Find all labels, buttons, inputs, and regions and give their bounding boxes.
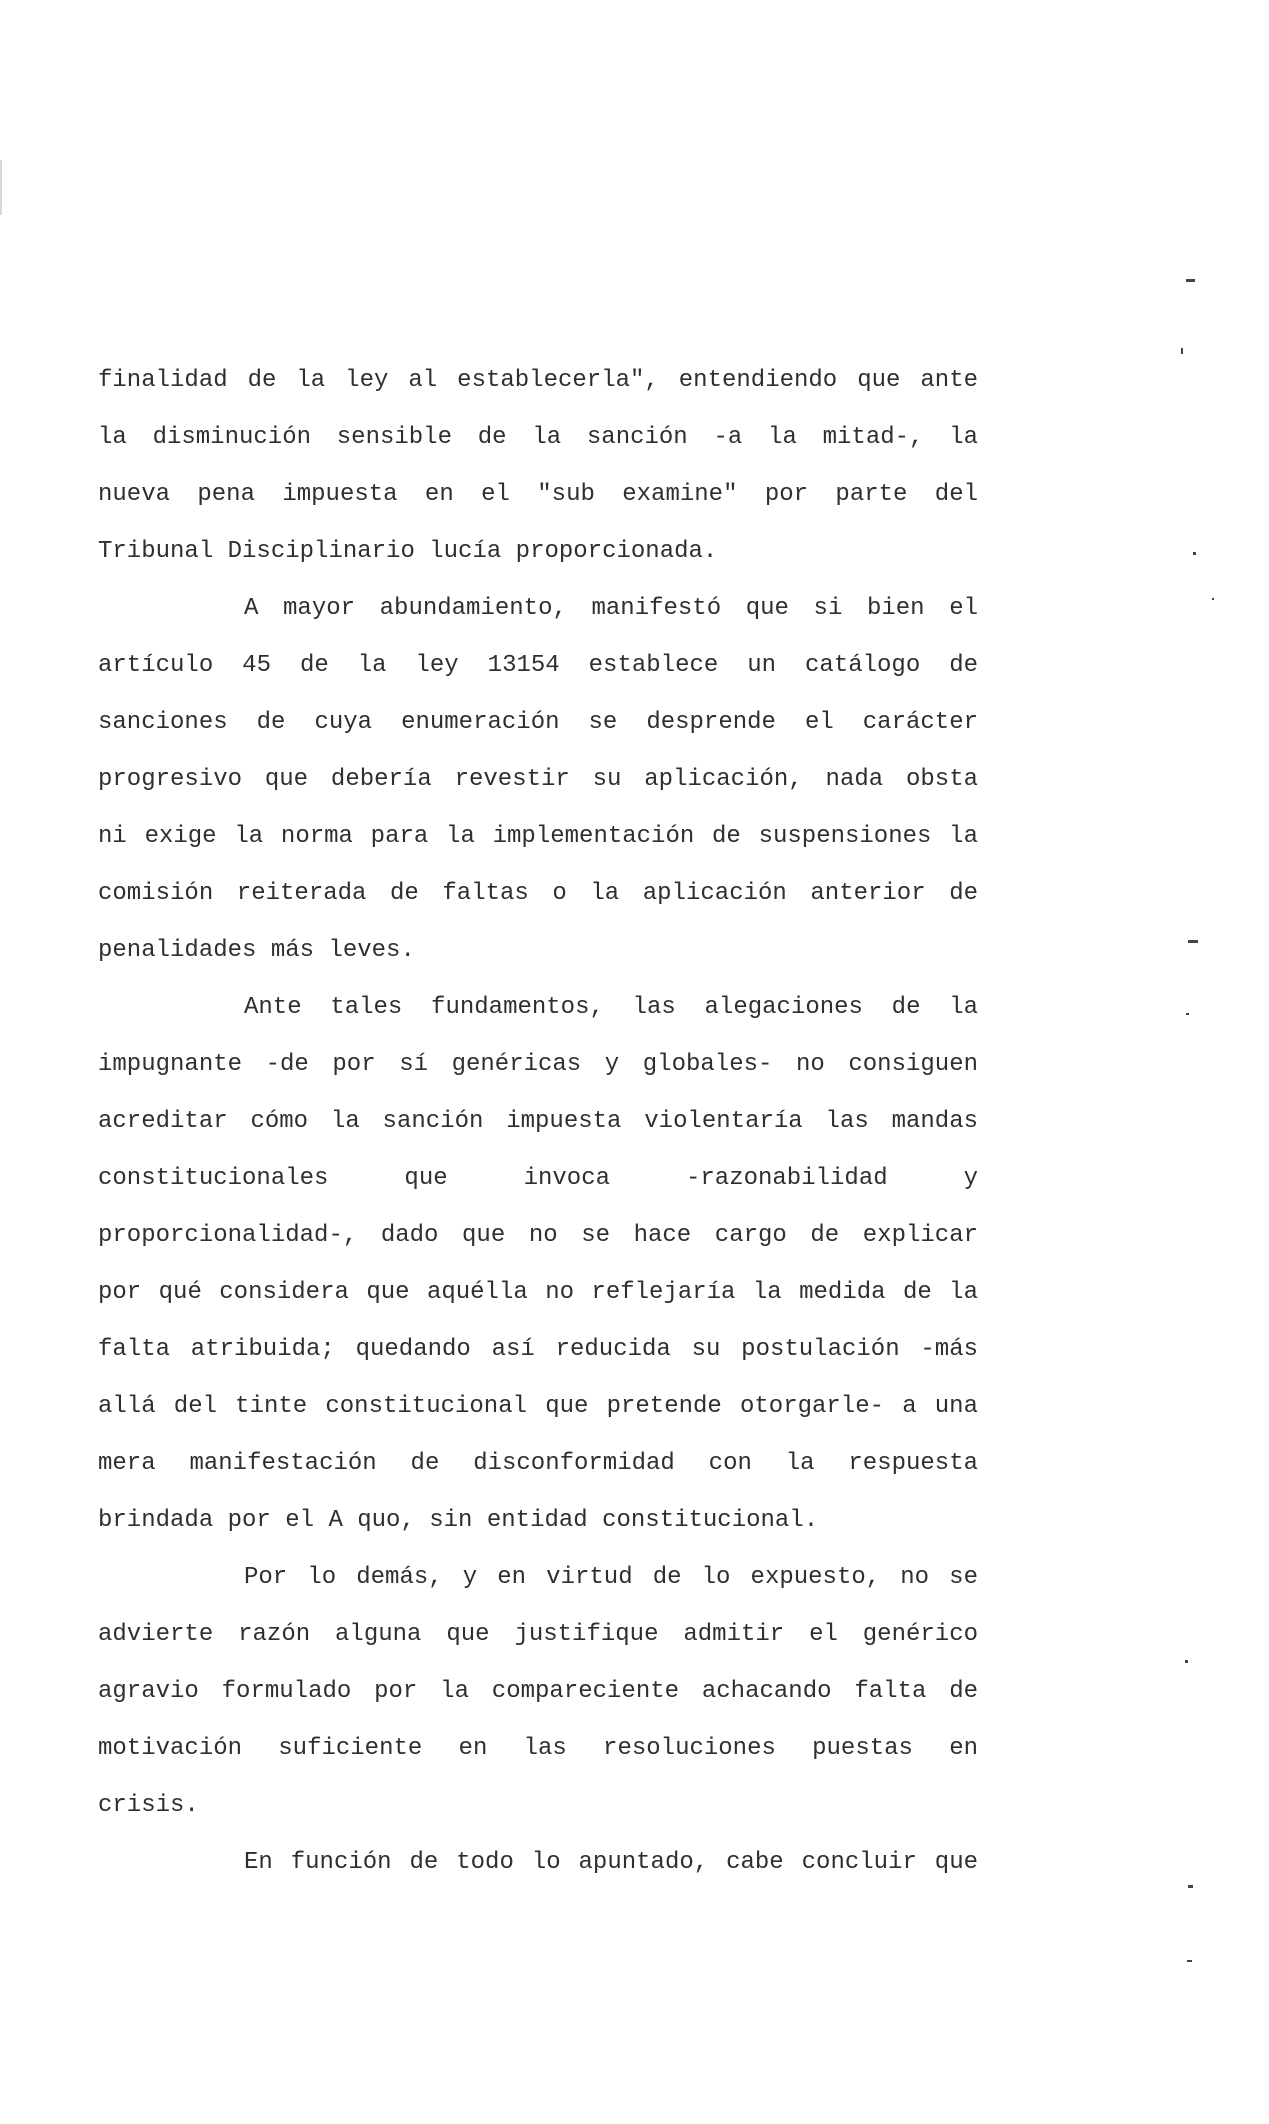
text-line: ni exige la norma para la implementación de suspensiones la xyxy=(98,823,978,850)
text-line: la disminución sensible de la sanción -a la mitad-, la xyxy=(98,424,978,451)
paragraph xyxy=(98,580,978,979)
text-line: falta atribuida; quedando así reducida su postulación -más xyxy=(98,1336,978,1363)
text-line: por qué considera que aquélla no reflejaría la medida de la xyxy=(98,1279,978,1306)
text-line: allá del tinte constitucional que pretende otorgarle- a una xyxy=(98,1393,978,1420)
text-line: mera manifestación de disconformidad con la respuesta xyxy=(98,1450,978,1477)
text-line: artículo 45 de la ley 13154 establece un catálogo de xyxy=(98,652,978,679)
text-line: sanciones de cuya enumeración se desprende el carácter xyxy=(98,709,978,736)
scan-speck xyxy=(1185,1660,1188,1663)
text-line: constitucionales que invoca -razonabilidad y xyxy=(98,1165,978,1192)
paragraph xyxy=(98,352,978,580)
text-line: brindada por el A quo, sin entidad constitucional. xyxy=(98,1507,819,1534)
paragraph xyxy=(98,979,978,1549)
document-body xyxy=(98,352,978,1891)
text-line: A mayor abundamiento, manifestó que si bien el xyxy=(244,595,978,622)
text-line: motivación suficiente en las resoluciones puestas en xyxy=(98,1735,978,1762)
text-line: Por lo demás, y en virtud de lo expuesto, no se xyxy=(244,1564,978,1591)
scan-speck xyxy=(1193,552,1196,555)
scan-speck xyxy=(1187,1960,1192,1962)
text-line: finalidad de la ley al establecerla", entendiendo que ante xyxy=(98,367,978,394)
scan-speck xyxy=(1212,598,1214,600)
paragraph xyxy=(98,1549,978,1834)
text-line: En función de todo lo apuntado, cabe concluir que xyxy=(244,1849,978,1876)
text-line: impugnante -de por sí genéricas y globales- no consiguen xyxy=(98,1051,978,1078)
scan-speck xyxy=(1186,279,1195,282)
paragraph xyxy=(98,1834,978,1891)
text-line: comisión reiterada de faltas o la aplicación anterior de xyxy=(98,880,978,907)
text-line: Tribunal Disciplinario lucía proporcionada. xyxy=(98,538,718,565)
text-line: proporcionalidad-, dado que no se hace cargo de explicar xyxy=(98,1222,978,1249)
text-line: advierte razón alguna que justifique admitir el genérico xyxy=(98,1621,978,1648)
scan-speck xyxy=(1181,348,1183,354)
text-line: nueva pena impuesta en el "sub examine" por parte del xyxy=(98,481,978,508)
text-line: penalidades más leves. xyxy=(98,937,415,964)
scan-speck xyxy=(1188,1885,1193,1888)
text-line: agravio formulado por la compareciente achacando falta de xyxy=(98,1678,978,1705)
text-line: progresivo que debería revestir su aplicación, nada obsta xyxy=(98,766,978,793)
text-line: Ante tales fundamentos, las alegaciones de la xyxy=(244,994,978,1021)
scan-speck xyxy=(1188,940,1198,943)
text-line: crisis. xyxy=(98,1792,199,1819)
scan-speck xyxy=(1186,1013,1189,1015)
scan-edge-mark xyxy=(0,160,2,215)
text-line: acreditar cómo la sanción impuesta violentaría las mandas xyxy=(98,1108,978,1135)
